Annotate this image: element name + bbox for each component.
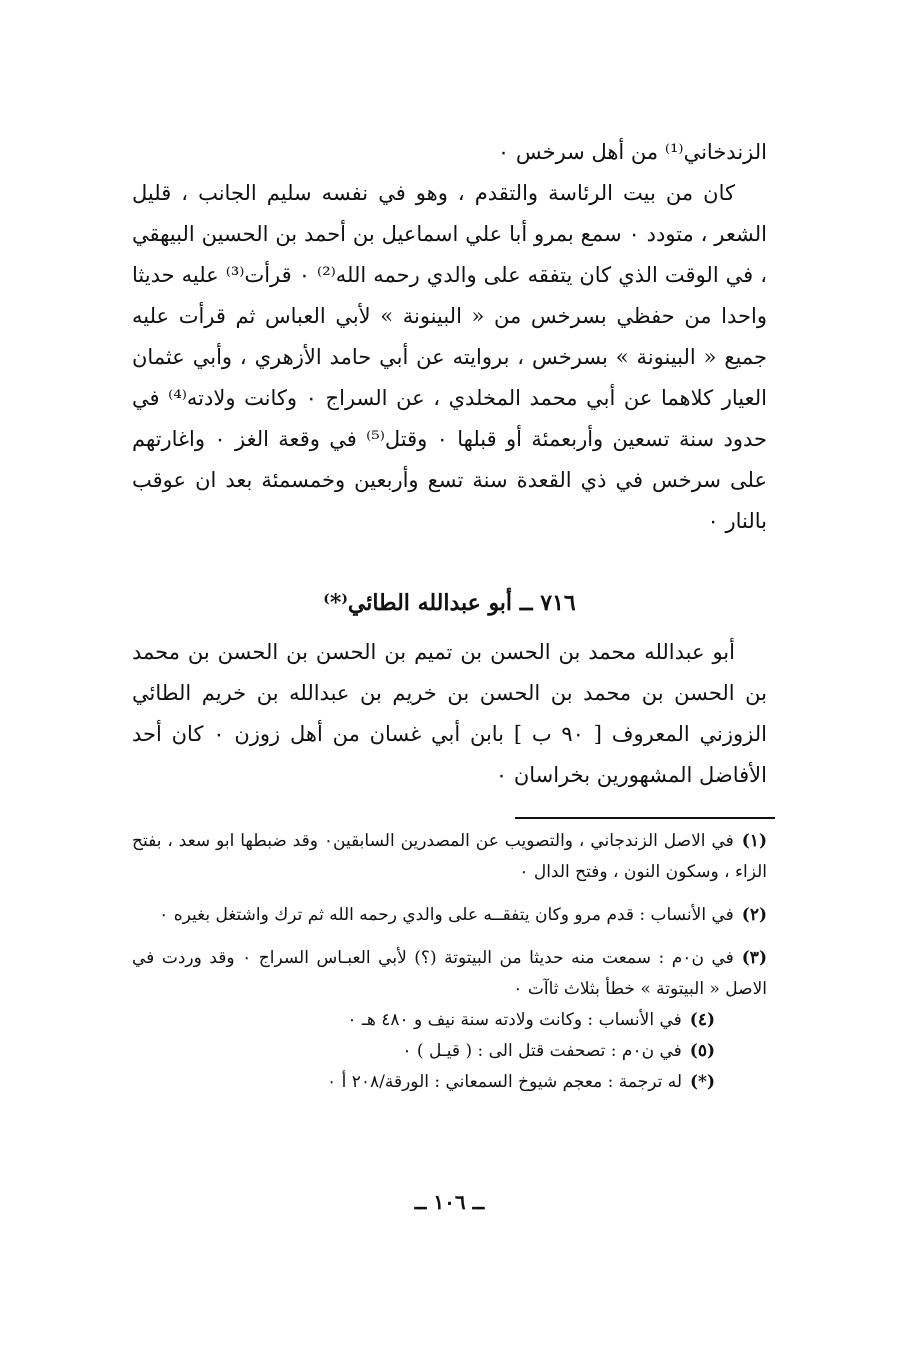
footnote-number: (٢) (741, 905, 767, 925)
footnote-text: في الأنساب : وكانت ولادته سنة نيف و ٤٨٠ هـ ۰ (347, 1010, 682, 1030)
footnote-text: له ترجمة : معجم شيوخ السمعاني : الورقة/٢٠٨ أ ۰ (327, 1072, 683, 1092)
footnote-number: (*) (690, 1072, 715, 1092)
footnote-number: (١) (741, 831, 767, 851)
intro-line: الزندخاني⁽¹⁾ من أهل سرخس ۰ (497, 140, 767, 164)
main-paragraph: كان من بيت الرئاسة والتقدم ، وهو في نفسه سليم الجانب ، قليل الشعر ، متودد ۰ سمع بمرو أبا علي اسماعيل بن أحمد بن الحسين البيهقي ، في الوقت الذي كان يتفقه على والدي رحمه الله⁽²⁾ ۰ قرأت⁽³⁾ عليه حديثا واحدا من حفظي بسرخس من « البينونة » لأبي العباس ثم قرأت عليه جميع « البينونة » بسرخس ، بروايته عن أبي حامد الأزهري ، وأبي عثمان العيار كلاهما عن أبي محمد المخلدي ، عن السراج ۰ وكانت ولادته⁽⁴⁾ في حدود سنة تسعين وأربعمئة أو قبلها ۰ وقتل⁽⁵⁾ في وقعة الغز ۰ واغارتهم على سرخس في ذي القعدة سنة تسع وأربعين وخمسمئة بعد ان عوقب بالنار ۰ (132, 181, 768, 533)
page-number: ــ ١٠٦ ــ (414, 1190, 485, 1214)
footnote-text: في ن۰م : تصحفت قتل الى : ( قيـل ) ۰ (402, 1041, 682, 1061)
main-text-block (132, 132, 767, 542)
footnote-text: في الأنساب : قدم مرو وكان يتفقــه على والدي رحمه الله ثم ترك واشتغل بغيره ۰ (159, 905, 734, 925)
footnote-5 (132, 1036, 767, 1067)
footnote-number: (٤) (689, 1010, 715, 1030)
footnotes (132, 826, 767, 1098)
footnote-text: في الاصل الزندجاني ، والتصويب عن المصدرين السابقين۰ وقد ضبطها ابو سعد ، بفتح الزاء ، وسكون النون ، وفتح الدال ۰ (132, 831, 767, 882)
footnote-2 (132, 900, 767, 931)
footnote-text: في ن۰م : سمعت منه حديثا من البيتوتة (؟) لأبي العبـاس السراج ۰ وقد وردت في الاصل « البيتوتة » خطأ بثلاث ثاآت ۰ (132, 948, 767, 999)
footnote-1 (132, 826, 767, 888)
footnote-3 (132, 943, 767, 1005)
entry-text: أبو عبدالله محمد بن الحسن بن تميم بن الحسن بن الحسن بن محمد بن الحسن بن محمد بن الحسن بن خريم بن عبدالله بن خريم الطائي الزوزني المعروف [ ٩٠ ب ] بابن أبي غسان من أهل زوزن ۰ كان أحد الأفاضل المشهورين بخراسان ۰ (132, 640, 767, 787)
footnote-4 (132, 1005, 767, 1036)
footnote-separator (515, 817, 775, 819)
footnote-star (132, 1067, 767, 1098)
footnote-number: (٥) (689, 1041, 715, 1061)
footnote-number: (٣) (741, 948, 767, 968)
entry-heading: ٧١٦ ــ أبو عبدالله الطائي⁽*⁾ (323, 590, 576, 616)
entry-paragraph (132, 632, 767, 796)
